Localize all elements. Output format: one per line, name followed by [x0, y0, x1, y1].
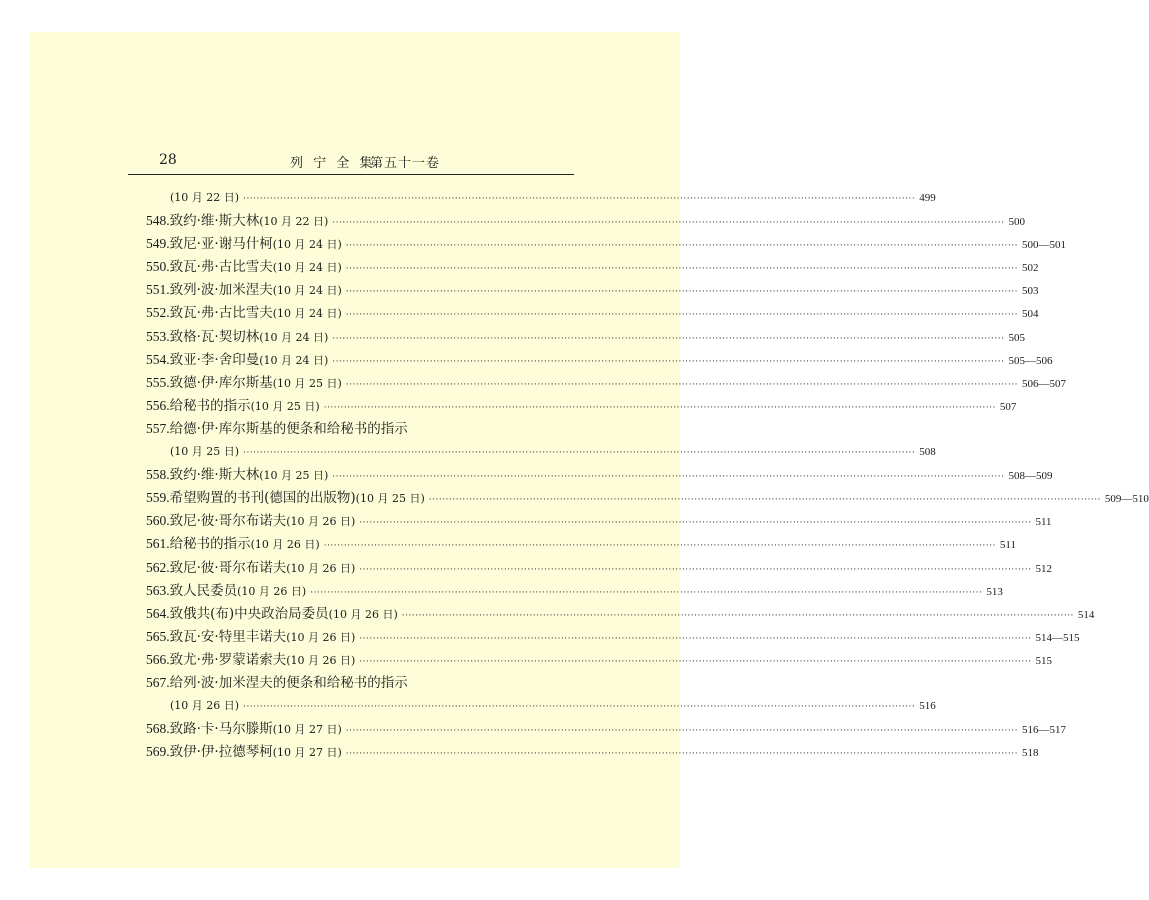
toc-entry-number: 552.: [146, 305, 170, 321]
toc-entry-date: (10 月 22 日): [259, 215, 329, 229]
toc-entry-title: [146, 486, 425, 510]
toc-entry: [146, 671, 576, 694]
toc-entry-text: 致瓦·弗·古比雪夫: [169, 259, 273, 276]
toc-entry-title: [146, 301, 342, 325]
toc-entry-pages: 509—510: [1104, 493, 1149, 506]
toc-entry: [146, 717, 1066, 740]
toc-entry-title: [146, 625, 355, 649]
toc-entry-pages: 500: [1008, 216, 1025, 229]
toc-entry-text: 致瓦·弗·古比雪夫: [169, 305, 273, 322]
toc-entry-number: 568.: [146, 721, 170, 737]
toc-entry-text: 致伊·伊·拉德琴柯: [169, 744, 273, 761]
toc-entry-text: 致尤·弗·罗蒙诺索夫: [169, 651, 287, 668]
toc-entry: [146, 509, 1052, 532]
toc-entry-title: [146, 463, 328, 487]
toc-entry-pages: 512: [1035, 562, 1052, 575]
toc-entry-text: 希望购置的书刊(德国的出版物): [169, 490, 356, 507]
toc-entry-number: 559.: [146, 490, 170, 506]
toc-entry-date: (10 月 24 日): [259, 330, 329, 344]
toc-entry: [146, 556, 1052, 579]
toc-entry-title: [146, 209, 328, 233]
toc-entry-date: (10 月 26 日): [170, 699, 240, 713]
toc-entry-number: 554.: [146, 351, 170, 367]
toc-entry-pages: 500—501: [1021, 239, 1066, 252]
toc-entry: [146, 209, 1025, 232]
dot-leader: ········································································································································································································: [332, 472, 1005, 483]
toc-entry-date: (10 月 24 日): [272, 307, 342, 321]
dot-leader: ········································································································································································································: [323, 541, 996, 552]
toc-entry-date: (10 月 27 日): [272, 746, 342, 760]
toc-entry-pages: 508—509: [1008, 470, 1053, 483]
toc-entry-text: 致格·瓦·契切林: [169, 328, 260, 345]
toc-entry-date: (10 月 22 日): [170, 191, 240, 204]
toc-entry-title: [146, 394, 320, 418]
dot-leader: ········································································································································································································: [345, 241, 1018, 252]
toc-entry-title: [170, 186, 239, 209]
toc-entry-text: 致尼·彼·哥尔布诺夫: [169, 559, 287, 576]
toc-entry: [146, 394, 1017, 417]
toc-entry-number: 549.: [146, 236, 170, 252]
toc-entry-title: [170, 440, 239, 463]
toc-entry-title: [146, 532, 320, 556]
dot-leader: ········································································································································································································: [345, 726, 1018, 737]
toc-entry: [146, 325, 1025, 348]
toc-entry-number: 566.: [146, 651, 170, 667]
toc-entry-text: 致列·波·加米涅夫: [169, 282, 273, 299]
toc-entry-title: [146, 740, 342, 764]
toc-entry-date: (10 月 27 日): [272, 723, 342, 737]
toc-entry-number: 561.: [146, 536, 170, 552]
dot-leader: ········································································································································································································: [345, 287, 1018, 298]
toc-entry-date: (10 月 26 日): [237, 584, 307, 598]
toc-entry-date: (10 月 25 日): [355, 492, 425, 506]
toc-entry-text: 致德·伊·库尔斯基: [169, 374, 273, 391]
toc-entry-pages: 516: [919, 700, 936, 713]
toc-entry-text: 致瓦·安·特里丰诺夫: [169, 628, 287, 645]
toc-entry-text: 致尼·亚·谢马什柯: [169, 236, 273, 253]
toc-entry-date: (10 月 24 日): [272, 284, 342, 298]
toc-entry-pages: 504: [1021, 308, 1039, 321]
dot-leader: ········································································································································································································: [332, 333, 1005, 344]
page-header: [128, 152, 574, 175]
toc-entry-pages: 518: [1021, 747, 1039, 760]
toc-entry: [146, 186, 936, 209]
toc-entry-number: 553.: [146, 328, 170, 344]
toc-entry-title: [146, 579, 306, 603]
toc-entry-pages: 505: [1008, 331, 1025, 344]
toc-entry-text: 给秘书的指示: [169, 536, 251, 553]
toc-entry-text: 给德·伊·库尔斯基的便条和给秘书的指示: [169, 420, 408, 437]
toc-entry: [146, 278, 1039, 301]
toc-entry-pages: 511: [999, 539, 1016, 552]
toc-entry-pages: 508: [919, 446, 936, 459]
toc-entry-text: 给秘书的指示: [169, 397, 251, 414]
toc-entry: [146, 625, 1080, 648]
toc-entry-date: (10 月 26 日): [328, 607, 398, 621]
toc-entry-text: 致尼·彼·哥尔布诺夫: [169, 513, 287, 530]
toc-entry-pages: 515: [1035, 654, 1052, 667]
dot-leader: ········································································································································································································: [345, 749, 1018, 760]
dot-leader: ········································································································································································································: [332, 218, 1005, 229]
toc-entry: [146, 532, 1016, 555]
toc-entry-date: (10 月 25 日): [170, 445, 240, 459]
toc-entry: [146, 579, 1003, 602]
toc-entry-date: (10 月 26 日): [250, 538, 320, 552]
dot-leader: ········································································································································································································: [401, 610, 1074, 621]
toc-entry-number: 557.: [146, 420, 170, 436]
toc-entry-number: 563.: [146, 582, 170, 598]
toc-entry-title: [170, 694, 239, 717]
dot-leader: ········································································································································································································: [332, 356, 1005, 367]
toc-entry-pages: 516—517: [1021, 724, 1066, 737]
toc-entry-number: 560.: [146, 513, 170, 529]
toc-entry: [146, 463, 1053, 486]
toc-entry-text: 致俄共(布)中央政治局委员: [169, 605, 329, 622]
toc-entry-number: 556.: [146, 397, 170, 413]
toc-entry-date: (10 月 25 日): [250, 399, 320, 413]
toc-entry-number: 558.: [146, 467, 170, 483]
toc-entry-date: (10 月 25 日): [259, 469, 329, 483]
toc-entry-text: 致人民委员: [169, 582, 238, 599]
toc-entry-title: [146, 348, 328, 372]
toc-entry-pages: 507: [999, 400, 1017, 413]
toc-entry-date: (10 月 26 日): [286, 515, 356, 529]
toc-entry-title: [146, 278, 342, 302]
dot-leader: ········································································································································································································: [243, 448, 916, 459]
toc-entry-text: 致亚·李·舍印曼: [169, 351, 260, 368]
toc-entry-title: [146, 325, 328, 349]
toc-entry-number: 569.: [146, 744, 170, 760]
toc-entry-title: [146, 371, 342, 395]
toc-entry: [146, 648, 1052, 671]
page-number: 28: [159, 152, 177, 168]
toc-entry: [146, 232, 1066, 255]
toc-entry-number: 562.: [146, 559, 170, 575]
toc-entry-title: [146, 602, 398, 626]
toc-entry-number: 548.: [146, 213, 170, 229]
toc-entry-number: 551.: [146, 282, 170, 298]
dot-leader: ········································································································································································································: [310, 587, 983, 598]
toc-entry-date: (10 月 26 日): [286, 630, 356, 644]
toc-entry: [146, 486, 1149, 509]
toc-entry-date: (10 月 24 日): [259, 353, 329, 367]
toc-entry-pages: 503: [1021, 285, 1039, 298]
toc-entry-title: [146, 671, 408, 695]
toc-entry-pages: 502: [1021, 262, 1039, 275]
toc-entry-number: 565.: [146, 628, 170, 644]
toc-entry-pages: 506—507: [1021, 377, 1066, 390]
toc-entry-date: (10 月 24 日): [272, 261, 342, 275]
table-of-contents: [146, 186, 1149, 763]
toc-entry-pages: 513: [986, 585, 1003, 598]
toc-entry-number: 564.: [146, 605, 170, 621]
toc-entry: [146, 694, 936, 717]
toc-entry-title: [146, 509, 355, 533]
toc-entry-title: [146, 556, 355, 580]
toc-entry-pages: 499: [919, 192, 936, 204]
toc-entry-pages: 514—515: [1035, 631, 1080, 644]
toc-entry: [146, 301, 1039, 324]
toc-entry: [146, 417, 576, 440]
dot-leader: ········································································································································································································: [359, 633, 1032, 644]
dot-leader: ········································································································································································································: [345, 264, 1018, 275]
toc-entry-text: 给列·波·加米涅夫的便条和给秘书的指示: [169, 674, 408, 691]
toc-entry-pages: 511: [1035, 516, 1052, 529]
toc-entry-date: (10 月 24 日): [272, 238, 342, 252]
toc-entry-pages: 514: [1077, 608, 1095, 621]
toc-entry: [146, 440, 936, 463]
toc-entry-date: (10 月 25 日): [272, 376, 342, 390]
toc-entry-title: [146, 648, 355, 672]
toc-entry: [146, 371, 1066, 394]
toc-entry-title: [146, 255, 342, 279]
dot-leader: ········································································································································································································: [359, 518, 1032, 529]
toc-entry-title: [146, 417, 408, 441]
toc-entry-number: 555.: [146, 374, 170, 390]
dot-leader: ········································································································································································································: [243, 702, 916, 713]
dot-leader: ········································································································································································································: [243, 194, 916, 204]
dot-leader: ········································································································································································································: [345, 379, 1018, 390]
toc-entry-date: (10 月 26 日): [286, 561, 356, 575]
toc-entry: [146, 255, 1039, 278]
toc-entry: [146, 348, 1053, 371]
toc-entry-title: [146, 232, 342, 256]
toc-entry: [146, 740, 1039, 763]
toc-entry-date: (10 月 26 日): [286, 653, 356, 667]
dot-leader: ········································································································································································································: [428, 495, 1101, 506]
toc-entry: [146, 602, 1095, 625]
dot-leader: ········································································································································································································: [359, 656, 1032, 667]
toc-entry-text: 致约·维·斯大林: [169, 213, 260, 230]
toc-entry-text: 致路·卡·马尔滕斯: [169, 721, 273, 738]
toc-entry-pages: 505—506: [1008, 354, 1053, 367]
running-title: 列 宁 全 集: [290, 156, 376, 171]
dot-leader: ········································································································································································································: [345, 310, 1018, 321]
volume-title: 第五十一卷: [370, 156, 441, 171]
toc-entry-title: [146, 717, 342, 741]
dot-leader: ········································································································································································································: [359, 564, 1032, 575]
dot-leader: ········································································································································································································: [323, 402, 996, 413]
toc-entry-number: 567.: [146, 674, 170, 690]
toc-entry-number: 550.: [146, 259, 170, 275]
toc-entry-text: 致约·维·斯大林: [169, 467, 260, 484]
